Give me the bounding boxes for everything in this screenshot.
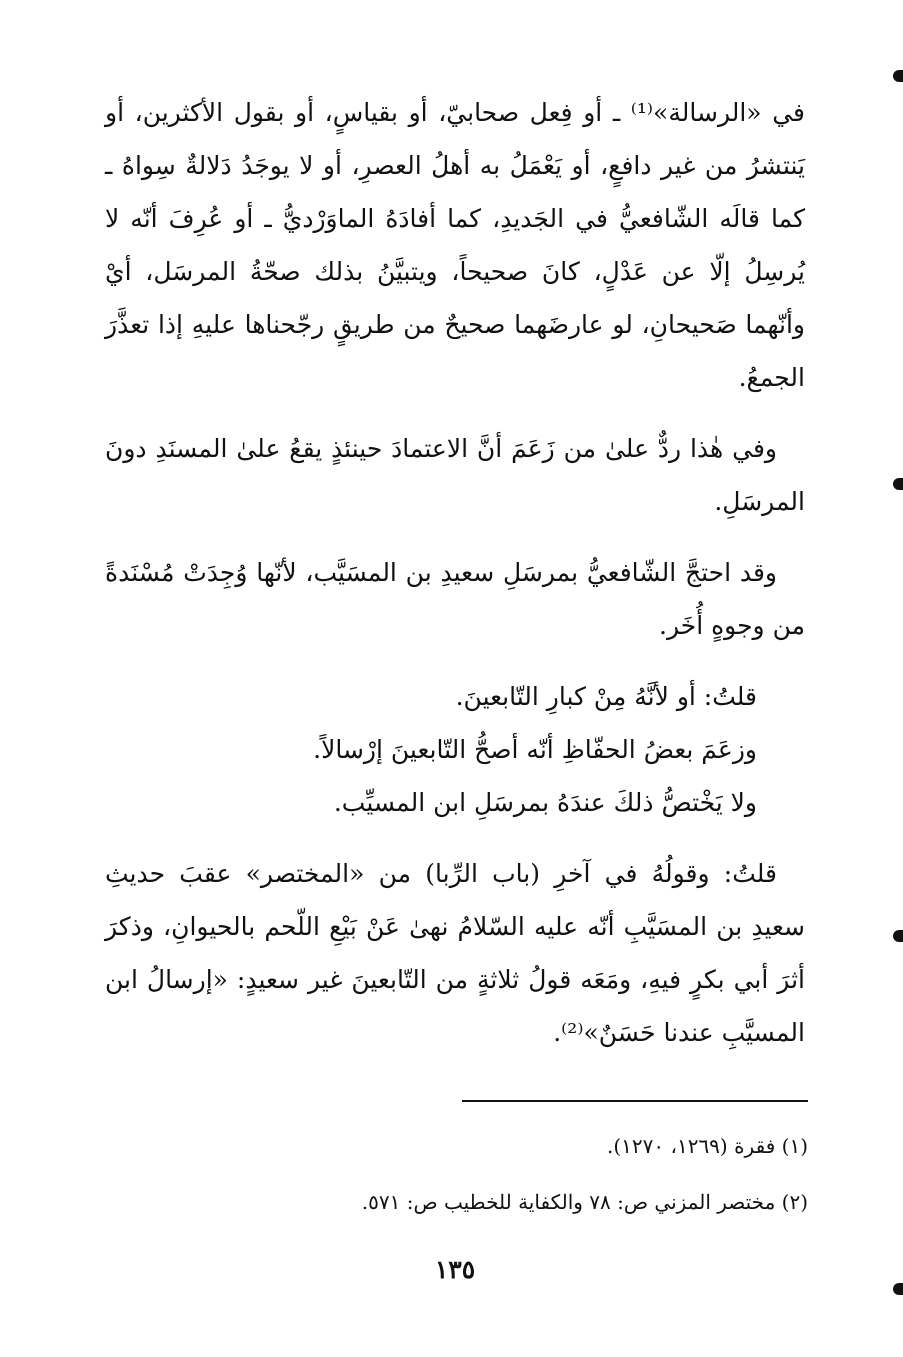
paragraph-gap <box>105 829 805 847</box>
quote-line-3: ولا يَخْتصُّ ذلكَ عندَهُ بمرسَلِ ابن المسيِّب. <box>333 788 757 817</box>
quote-line-2: وزعَمَ بعضُ الحفّاظِ أنّه أصحُّ التّابعينَ إرْسالاً. <box>313 735 757 764</box>
paragraph-gap <box>105 652 805 670</box>
footnote-2: (٢) مختصر المزني ص: ٧٨ والكفاية للخطيب ص: ٥٧١. <box>361 1190 808 1214</box>
paragraph-final: قلتُ: وقولُهُ في آخرِ (باب الرِّبا) من «المختصر» عقبَ حديثِ سعيدِ بن المسَيَّبِ أنّه عليه السّلامُ نهىٰ عَنْ بَيْعِ اللّحم بالحيوانِ، وذكرَ أثرَ أبي بكرٍ فيهِ، ومَعَه قولُ ثلاثةٍ من التّابعينَ غير سعيدٍ: «إرسالُ ابن المسيَّبِ عندنا حَسَنٌ»⁽²⁾. <box>105 859 805 1047</box>
paragraph-gap <box>105 404 805 422</box>
paragraph-gap <box>105 528 805 546</box>
scan-edge-mark <box>893 1283 903 1295</box>
main-text <box>105 86 805 1059</box>
page-number: ١٣٥ <box>434 1255 476 1284</box>
footnotes <box>300 1118 808 1230</box>
paragraph-3: وقد احتجَّ الشّافعيُّ بمرسَلِ سعيدِ بن المسَيَّب، لأنّها وُجِدَتْ مُسْنَدةً من وجوهٍ أُخَر. <box>105 558 805 640</box>
scan-edge-mark <box>893 930 903 942</box>
quote-line-1: قلتُ: أو لأنَّهُ مِنْ كبارِ التّابعينَ. <box>455 682 757 711</box>
footnote-1: (١) فقرة (١٢٦٩، ١٢٧٠). <box>607 1134 808 1158</box>
scan-edge-mark <box>893 478 903 490</box>
paragraph-2: وفي هٰذا ردٌّ علىٰ من زَعَمَ أنَّ الاعتمادَ حينئذٍ يقعُ علىٰ المسنَدِ دونَ المرسَلِ. <box>105 434 805 516</box>
scan-edge-mark <box>893 70 903 82</box>
footnote-separator <box>462 1100 808 1102</box>
paragraph-1: في «الرسالة»⁽¹⁾ ـ أو فِعل صحابيّ، أو بقياسٍ، أو بقول الأكثرين، أو يَنتشرُ من غير دافعٍ، أو يَعْمَلُ به أهلُ العصرِ، أو لا يوجَدُ دَلالةٌ سِواهُ ـ كما قالَه الشّافعيُّ في الجَديدِ، كما أفادَهُ الماوَرْديُّ ـ أو عُرِفَ أنّه لا يُرسِلُ إلّا عن عَدْلٍ، كانَ صحيحاً، ويتبيَّنُ بذلك صحّةُ المرسَل، أيْ وأنّهما صَحيحانِ، لو عارضَهما صحيحٌ من طريقٍ رجّحناها عليهِ إذا تعذَّرَ الجمعُ. <box>105 98 805 392</box>
